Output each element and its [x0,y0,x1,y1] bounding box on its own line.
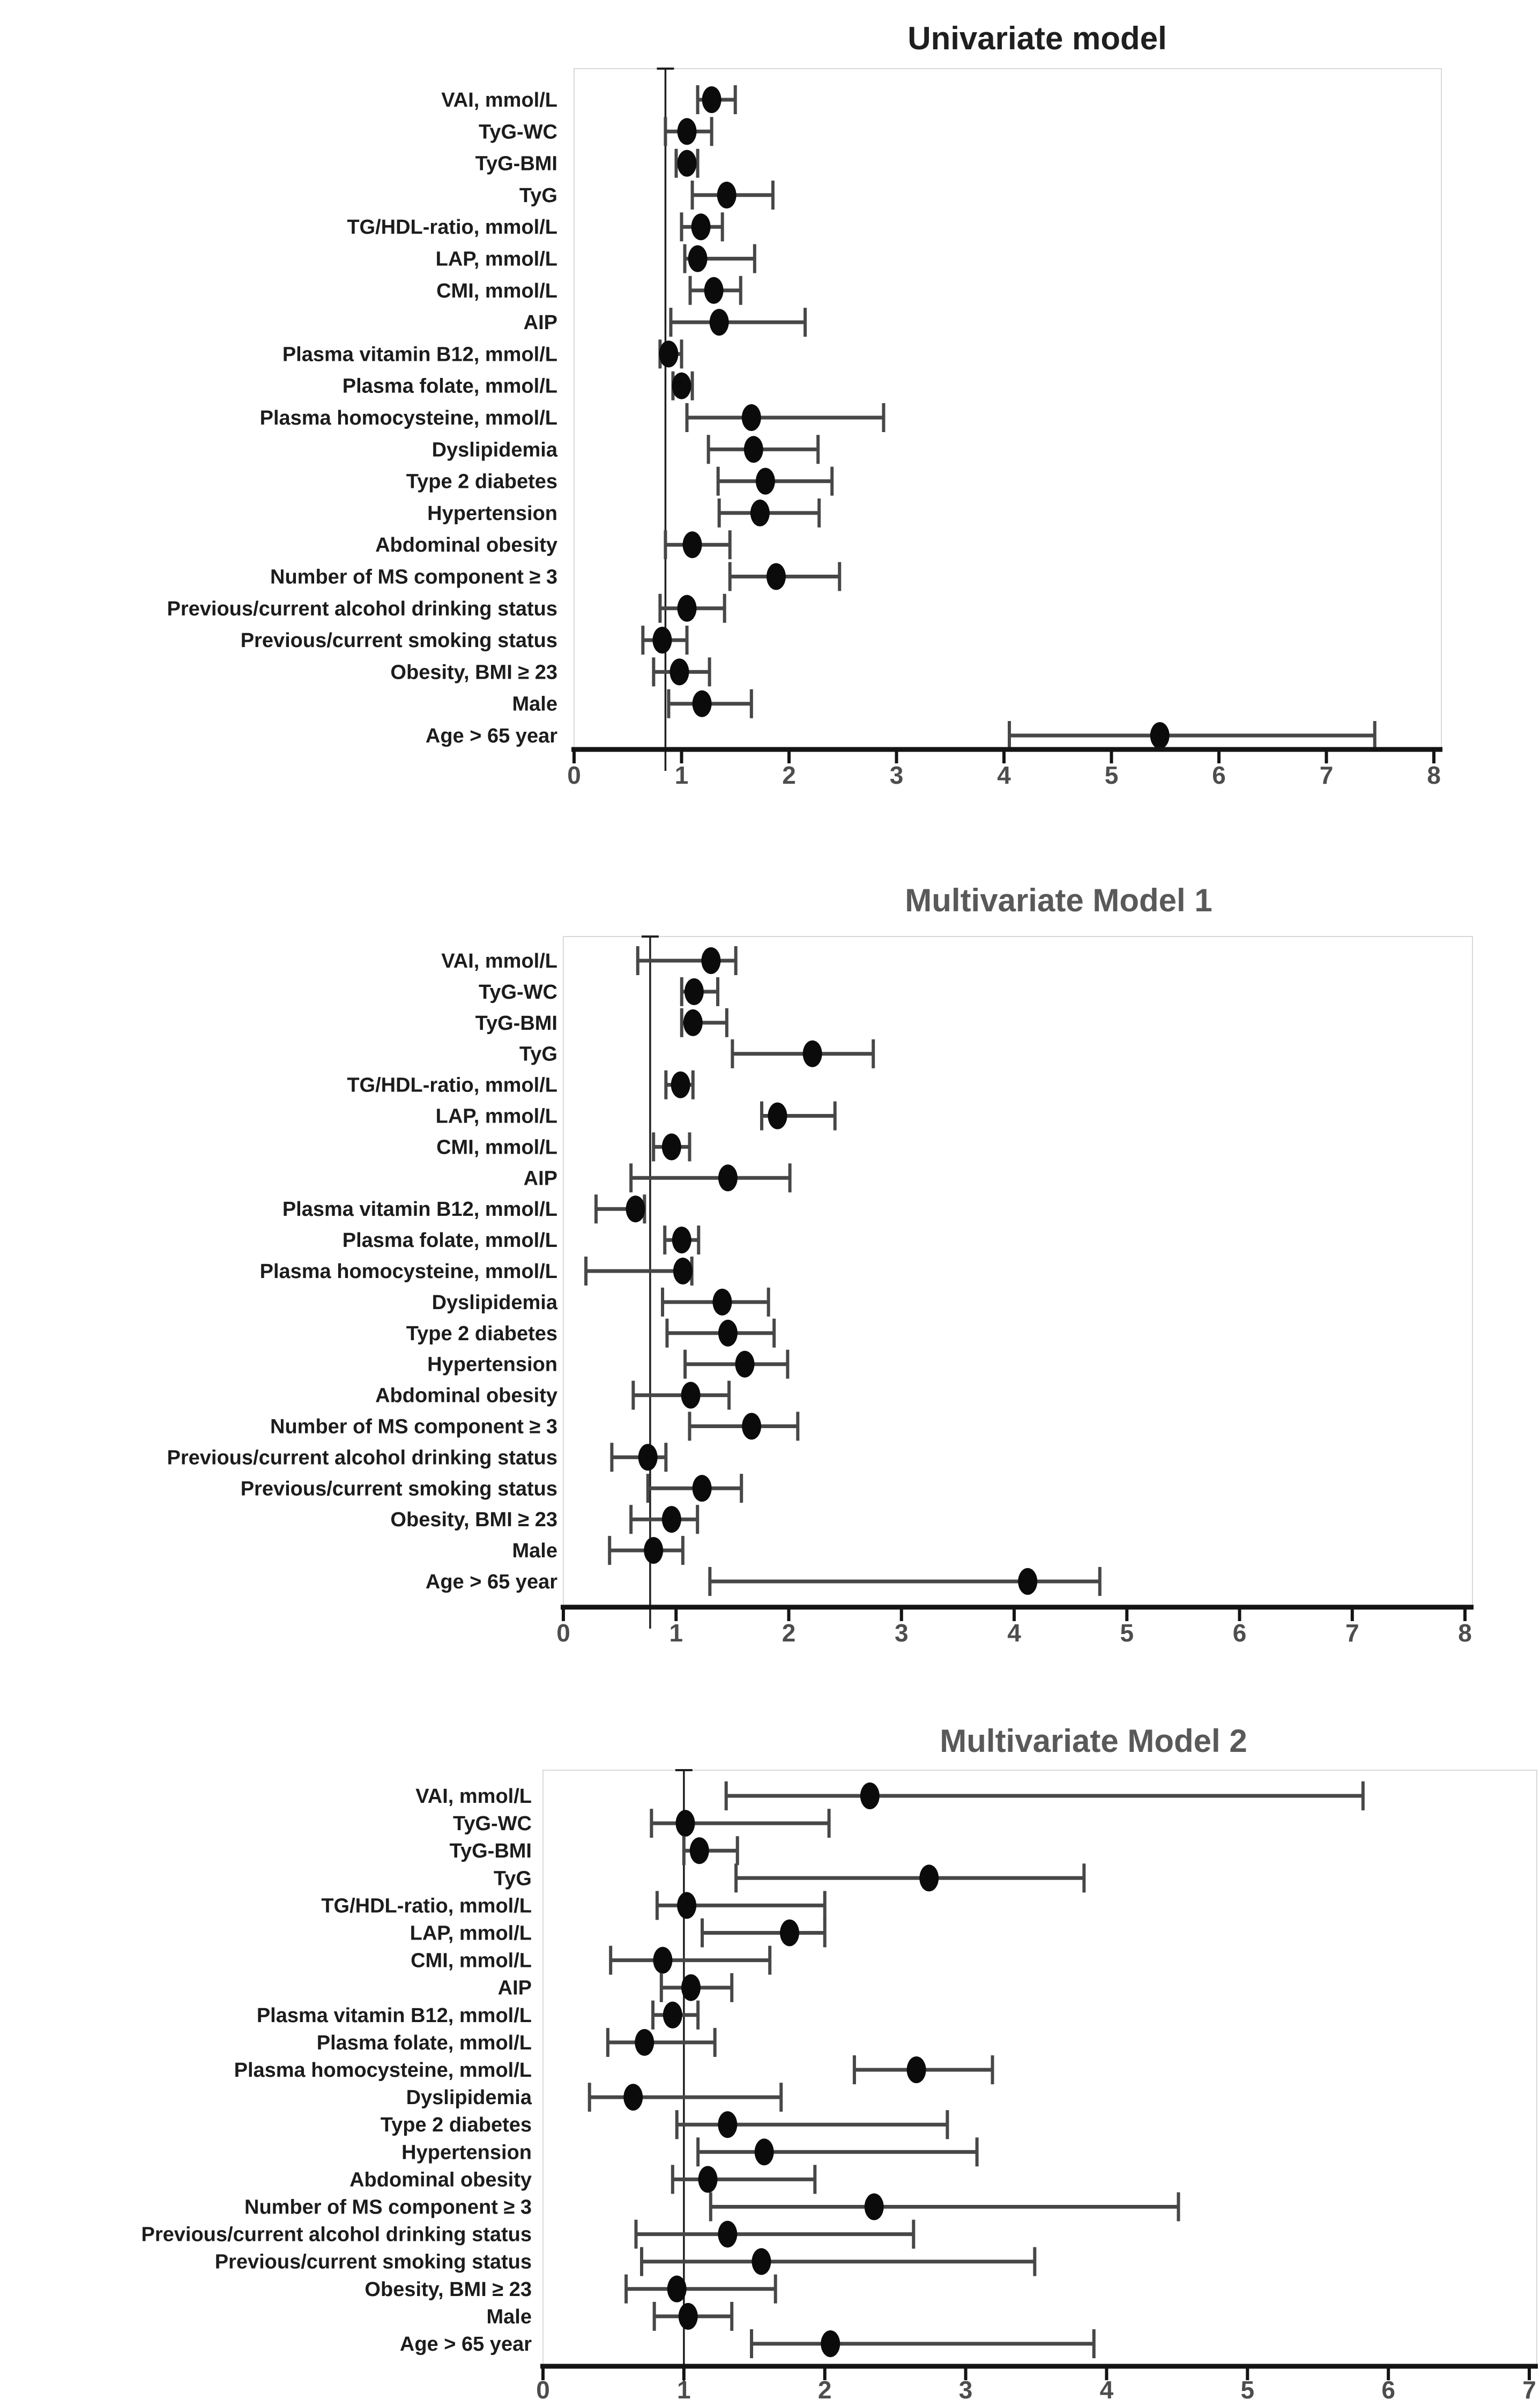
row-label: VAI, mmol/L [415,1785,532,1808]
forest-row [475,149,698,178]
forest-row [401,2137,977,2166]
forest-row [282,339,682,368]
point-estimate-marker [675,1810,695,1837]
point-estimate-marker [919,1864,939,1891]
x-axis-tick-label: 1 [674,761,689,789]
point-estimate-marker [752,2248,771,2275]
x-axis-tick-label: 3 [894,1619,909,1647]
point-estimate-marker [662,1506,681,1533]
x-axis-tick-label: 8 [1427,761,1441,789]
point-estimate-marker [718,1320,738,1347]
forest-row [282,1194,645,1223]
row-label: Dyslipidemia [406,2086,532,2109]
row-label: TG/HDL-ratio, mmol/L [347,216,557,239]
row-label: VAI, mmol/L [441,950,557,972]
forest-row [406,467,832,496]
forest-row [436,276,741,305]
point-estimate-marker [672,373,691,399]
row-label: Number of MS component ≥ 3 [270,566,557,589]
plot-area-multivariate-2 [142,1770,1538,2404]
row-label: Male [486,2305,532,2328]
plot-frame [563,937,1472,1607]
point-estimate-marker [685,978,704,1005]
forest-row [241,626,687,655]
forest-row [375,530,730,559]
x-axis-tick-label: 0 [536,2376,550,2404]
point-estimate-marker [742,1413,761,1440]
row-label: Obesity, BMI ≥ 23 [390,1509,557,1532]
forest-row [215,2247,1035,2276]
row-label: LAP, mmol/L [410,1922,532,1945]
row-label: TyG [493,1867,532,1890]
forest-row [427,499,819,528]
forest-row [234,2055,993,2084]
row-label: LAP, mmol/L [435,248,557,271]
forest-row [400,2329,1094,2358]
forest-row [349,2165,815,2194]
forest-row [167,1443,666,1472]
point-estimate-marker [718,1164,738,1191]
row-label: Number of MS component ≥ 3 [244,2196,532,2219]
forest-row [519,181,773,210]
x-axis-tick-label: 1 [677,2376,691,2404]
point-estimate-marker [683,1009,703,1036]
row-label: Type 2 diabetes [406,470,557,493]
point-estimate-marker [756,468,775,495]
point-estimate-marker [735,1351,755,1378]
point-estimate-marker [821,2330,840,2357]
panel-title-multivariate-2: Multivariate Model 2 [940,1723,1247,1759]
point-estimate-marker [755,2138,774,2165]
x-axis-tick-label: 6 [1381,2376,1395,2404]
row-label: Obesity, BMI ≥ 23 [364,2278,532,2301]
row-label: Type 2 diabetes [406,1322,557,1345]
row-label: Previous/current alcohol drinking status [167,597,557,620]
x-axis-tick-label: 0 [556,1619,570,1647]
forest-row [270,1412,798,1441]
forest-row [498,1973,732,2002]
row-label: Previous/current smoking status [214,2250,532,2274]
x-axis-tick-label: 4 [1007,1619,1021,1647]
plot-frame [574,69,1441,749]
row-label: Abdominal obesity [349,2168,532,2191]
point-estimate-marker [653,1947,672,1974]
row-label: Plasma homocysteine, mmol/L [259,407,557,429]
forest-row [426,721,1375,750]
point-estimate-marker [688,246,708,272]
x-axis-tick-label: 6 [1212,761,1226,789]
x-axis-tick-label: 3 [958,2376,973,2404]
forest-row [512,689,752,718]
point-estimate-marker [663,2002,682,2029]
point-estimate-marker [704,277,724,304]
point-estimate-marker [690,1837,709,1864]
point-estimate-marker [626,1195,645,1222]
point-estimate-marker [672,1227,691,1253]
forest-row [406,2083,782,2112]
point-estimate-marker [717,182,736,209]
row-label: TyG-WC [452,1812,532,1836]
x-axis-tick-label: 2 [817,2376,832,2404]
row-label: TG/HDL-ratio, mmol/L [321,1895,532,1918]
forest-row [381,2110,948,2139]
row-label: LAP, mmol/L [435,1105,557,1128]
row-label: Number of MS component ≥ 3 [270,1415,557,1438]
forest-row [321,1891,824,1920]
point-estimate-marker [667,2276,687,2302]
forest-row [390,657,709,686]
forest-row [317,2028,715,2057]
row-label: Hypertension [401,2141,532,2164]
forest-row [494,1863,1084,1892]
forest-row [257,2001,698,2030]
point-estimate-marker [1018,1568,1037,1595]
row-label: CMI, mmol/L [436,1136,557,1159]
x-axis-tick-label: 4 [997,761,1011,789]
forest-row [432,1288,769,1317]
forest-row [479,117,712,146]
row-label: Plasma homocysteine, mmol/L [234,2059,532,2082]
row-label: Age > 65 year [399,2333,532,2356]
row-label: AIP [497,1977,532,2000]
point-estimate-marker [681,1974,701,2001]
panel-multivariate-model-1 [167,882,1474,1647]
forest-row [343,1225,699,1254]
row-label: Type 2 diabetes [380,2114,532,2137]
forest-row [487,2302,732,2331]
row-label: Male [512,693,557,716]
point-estimate-marker [671,1072,690,1098]
forest-row [260,1257,693,1286]
point-estimate-marker [623,2084,643,2111]
row-label: Abdominal obesity [375,534,557,557]
point-estimate-marker [742,404,761,431]
forest-row [436,1102,835,1131]
point-estimate-marker [659,340,678,367]
forest-row [410,1919,825,1948]
row-label: Obesity, BMI ≥ 23 [390,661,557,684]
point-estimate-marker [678,118,697,145]
x-axis-tick-label: 5 [1120,1619,1134,1647]
row-label: TyG-BMI [475,152,557,175]
panel-title-multivariate-1: Multivariate Model 1 [905,882,1212,918]
panel-univariate-model [167,20,1443,789]
row-label: VAI, mmol/L [441,89,557,112]
forest-row [347,1071,693,1100]
forest-row [524,308,805,337]
point-estimate-marker [718,2221,737,2248]
point-estimate-marker [679,2303,698,2330]
row-label: AIP [523,1167,557,1190]
forest-row [475,1008,727,1037]
point-estimate-marker [677,1892,696,1919]
plot-area-univariate [167,69,1443,789]
row-label: Previous/current smoking status [240,1477,557,1500]
point-estimate-marker [693,690,712,717]
point-estimate-marker [744,436,763,463]
row-label: TyG-BMI [475,1012,557,1035]
row-label: Plasma vitamin B12, mmol/L [256,2004,532,2027]
forest-row [364,2275,775,2304]
row-label: TyG-WC [478,121,557,144]
forest-row [411,1946,770,1975]
point-estimate-marker [750,500,770,526]
x-axis-tick-label: 7 [1345,1619,1359,1647]
row-label: Age > 65 year [425,725,557,747]
forest-row [512,1536,683,1565]
x-axis-tick-label: 5 [1104,761,1119,789]
forest-row [453,1809,829,1838]
plot-frame [543,1770,1537,2366]
row-label: AIP [523,311,557,335]
point-estimate-marker [780,1920,799,1947]
forest-row [441,946,735,975]
row-label: Male [512,1540,557,1563]
x-axis-tick-label: 6 [1232,1619,1247,1647]
panel-title-univariate: Univariate model [907,20,1167,56]
point-estimate-marker [702,86,721,113]
point-estimate-marker [683,531,702,558]
point-estimate-marker [767,563,786,590]
point-estimate-marker [710,309,729,336]
row-label: CMI, mmol/L [411,1949,532,1972]
row-label: Dyslipidemia [432,439,557,462]
point-estimate-marker [698,2166,718,2193]
row-label: TG/HDL-ratio, mmol/L [347,1074,557,1097]
x-axis-tick-label: 7 [1522,2376,1536,2404]
row-label: Dyslipidemia [432,1291,557,1314]
forest-row [436,244,755,273]
point-estimate-marker [678,595,697,622]
point-estimate-marker [681,1382,701,1409]
point-estimate-marker [907,2056,926,2083]
x-axis-tick-label: 7 [1319,761,1334,789]
row-label: Plasma vitamin B12, mmol/L [282,1198,557,1221]
point-estimate-marker [691,213,711,240]
forest-row [241,1474,741,1503]
forest-row [479,977,718,1006]
forest-row [432,435,819,464]
point-estimate-marker [860,1782,880,1809]
row-label: Plasma folate, mmol/L [342,1229,557,1252]
forest-row [450,1836,738,1865]
x-axis-tick-label: 0 [567,761,581,789]
forest-row [244,2193,1178,2222]
row-label: Previous/current alcohol drinking status [141,2223,532,2246]
row-label: TyG [519,1043,557,1066]
x-axis-tick-label: 2 [782,1619,796,1647]
point-estimate-marker [652,627,672,653]
point-estimate-marker [669,658,689,685]
forest-row [390,1505,697,1534]
point-estimate-marker [865,2194,884,2220]
forest-row [426,1567,1100,1596]
forest-row [343,372,693,400]
point-estimate-marker [803,1041,822,1067]
point-estimate-marker [678,150,697,177]
point-estimate-marker [701,947,720,974]
forest-row [375,1381,729,1410]
row-label: Hypertension [427,1353,557,1376]
x-axis-tick-label: 5 [1240,2376,1255,2404]
point-estimate-marker [1150,722,1170,749]
row-label: Hypertension [427,502,557,525]
forest-row [415,1781,1363,1810]
panel-multivariate-model-2 [142,1723,1538,2404]
x-axis-tick-label: 1 [669,1619,683,1647]
point-estimate-marker [693,1475,712,1502]
forest-row [142,2220,914,2249]
row-label: Plasma homocysteine, mmol/L [259,1260,557,1283]
row-label: TyG-WC [478,980,557,1004]
forest-row [270,562,839,591]
row-label: Plasma folate, mmol/L [316,2031,532,2054]
x-axis-tick-label: 8 [1458,1619,1472,1647]
x-axis-tick-label: 2 [782,761,796,789]
row-label: TyG-BMI [449,1840,532,1863]
forest-row [427,1350,787,1379]
row-label: Plasma vitamin B12, mmol/L [282,343,557,366]
point-estimate-marker [638,1444,658,1470]
row-label: TyG [519,184,557,207]
point-estimate-marker [768,1103,787,1130]
row-label: Abdominal obesity [375,1384,557,1407]
row-label: Plasma folate, mmol/L [342,375,557,398]
row-label: Previous/current alcohol drinking status [167,1446,557,1469]
x-axis-tick-label: 3 [889,761,904,789]
point-estimate-marker [712,1289,732,1316]
x-axis-tick-label: 4 [1099,2376,1114,2404]
forest-row [167,594,725,623]
point-estimate-marker [673,1258,693,1284]
forest-row [519,1039,873,1068]
point-estimate-marker [644,1537,663,1564]
forest-row [406,1319,774,1348]
point-estimate-marker [662,1133,681,1160]
forest-row [260,403,884,432]
point-estimate-marker [635,2029,654,2056]
row-label: Age > 65 year [425,1571,557,1593]
plot-area-multivariate-1 [167,937,1474,1647]
forest-row [441,85,735,114]
row-label: Previous/current smoking status [240,629,557,652]
row-label: CMI, mmol/L [436,279,557,302]
point-estimate-marker [718,2111,737,2138]
